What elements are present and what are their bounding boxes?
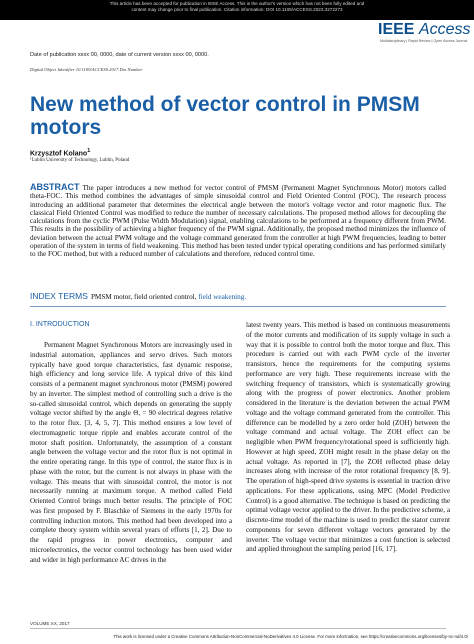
body-paragraph-left: Permanent Magnet Synchronous Motors are increasingly used in industrial automation, appliances and servo drives. Such motors typically have good torque characteristics, fast dynamic response, high efficiency and long service life. A typical drive of this kind consists of a permanent magnet synchronous motor (PMSM) powered by an inverter. The simplest method of controlling such a drive is the so-called sinusoidal control, which depends on generating the supply voltage vector shifted by the angle Θ, = 90 electrical degrees relative to the rotor flux. [3, 4, 5, 7]. This method ensures a low level of electromagnetic torque ripple and enables accurate control of the motor shaft position. Unfortunately, the assumption of a constant angle between the voltage vector and the rotor flux is not optimal in the entire operating range. In this type of control, the stator flux is in phase with the rotor, but the current is not always in phase with the voltage. This means that with sinusoidal control, the motor is not necessarily running at maximum torque. A method called Field Oriented Control brings much better results. The principle of FOC was first proposed by F. Blaschke of Siemens in the early 1970s for controlling induction motors. This method had been developed into a complete theory system within several years of efforts [1, 2]. Due to the rapid progress in power electronics, computer and microelectronics, the vector control technology has been used wider and wider in high performance AC drives in the bbox=[30, 341, 232, 564]
paper-title: New method of vector control in PMSM motors bbox=[30, 93, 420, 139]
logo-ieee-text: IEEE bbox=[378, 21, 415, 38]
ieee-access-logo bbox=[378, 21, 471, 39]
body-column-right bbox=[246, 321, 450, 555]
publication-date: Date of publication xxxx 00, 0000, date of current version xxxx 00, 0000. bbox=[30, 52, 209, 58]
author-line bbox=[30, 148, 90, 157]
index-terms-label: INDEX TERMS bbox=[30, 291, 88, 301]
acceptance-notice-line-1: This article has been accepted for publication in IEEE Access. This is the author's version which has not been fully edited and bbox=[109, 1, 365, 6]
logo-tagline: Multidisciplinary | Rapid Review | Open Access Journal bbox=[380, 39, 468, 43]
section-divider bbox=[30, 306, 446, 307]
abstract-label: ABSTRACT bbox=[30, 182, 80, 192]
section-heading: I. INTRODUCTION bbox=[30, 321, 90, 328]
body-column-left bbox=[30, 341, 232, 565]
footer-license: This work is licensed under a Creative Commons Attribution-NonCommercial-NoDerivatives 4.0 License. For more information, see https://creativecommons.org/licenses/by-nc-nd/4.0/ bbox=[113, 634, 468, 639]
acceptance-notice-line-2: content may change prior to final publication. Citation information: DOI 10.1109/ACCESS.2023.3272273 bbox=[131, 7, 343, 12]
index-terms-last: field weakening. bbox=[198, 293, 247, 301]
index-terms bbox=[30, 292, 446, 302]
abstract-text: The paper introduces a new method for vector control of PMSM (Permanent Magnet Synchronous Motor) motors called theta-FOC. This method combines the advantages of simple sinusoidal control and Field Oriented Control (FOC). The research process introducing an additional parameter that determines the electrical angle between the motor's voltage vector and rotor magnetic flux. The classical Field Oriented Control was modified to reduce the number of necessary calculations. The proposed method allows for decoupling the calculations from the cyclic PWM (Pulse Width Modulation) signal, enabling calculations to be performed at a frequency different from PWM. This results in the possibility of achieving a higher frequency of the PWM signal. Additionally, the proposed method minimizes the influence of deviation between the actual PWM voltage and the voltage command generated from the controller at high PWM frequencies, leading to better operation of the system in terms of field weakening. This method has been tested under typical operating conditions and has performed similarly to the FOC method, but with a reduced number of calculations and therefore, reduced control time. bbox=[30, 184, 446, 259]
author-affiliation: ¹Lublin University of Technology, Lublin, Poland bbox=[30, 158, 130, 163]
abstract bbox=[30, 183, 446, 259]
doi-line: Digital Object Identifier 10.1109/ACCESS.2017.Doi Number bbox=[30, 67, 143, 72]
logo-access-text: Access bbox=[418, 21, 471, 38]
author-superscript: 1 bbox=[87, 148, 91, 154]
footer-volume: VOLUME XX, 2017 bbox=[30, 621, 70, 626]
author-name: Krzysztof Kolano bbox=[30, 150, 88, 158]
body-paragraph-right: latest twenty years. This method is based on continuous measurements of the motor currents and modification of its supply voltage in such a way that it is possible to control both the motor torque and flux. This procedure is carried out with each PWM cycle of the inverter transistors, hence the requirements for the computing systems performance are very high. These requirements increase with the switching frequency of transistors, which is systematically growing along with the progress of power electronics. Another problem considered in the literature is the deviation between the actual PWM voltage and the voltage command generated from the controller. This difference can be modelled by a zero order hold (ZOH) between the voltage command and actual voltage. The ZOH effect can be negligible when PWM frequency/rotational speed is sufficiently high. However at high speed, ZOH might result in the phase delay on the actual voltage. As reported in [7], the ZOH reflected phase delay increases along with increase of the rotor rotational frequency [8, 9]. The operation of high-speed drive systems is essential in traction drive applications. For these applications, using MPC (Model Predictive Control) is a good alternative. The technique is based on predicting the optimal voltage vector applied to the driver. In the predictive scheme, a discrete-time model of the machine is used to predict the stator current components for seven different voltage vectors generated by the inverter. The voltage vector that minimizes a cost function is selected and applied throughout the sampling period [16, 17]. bbox=[246, 321, 450, 554]
footer-divider bbox=[30, 628, 446, 629]
index-terms-text: PMSM motor, field oriented control, bbox=[90, 293, 197, 301]
top-notice-bar bbox=[0, 0, 474, 20]
